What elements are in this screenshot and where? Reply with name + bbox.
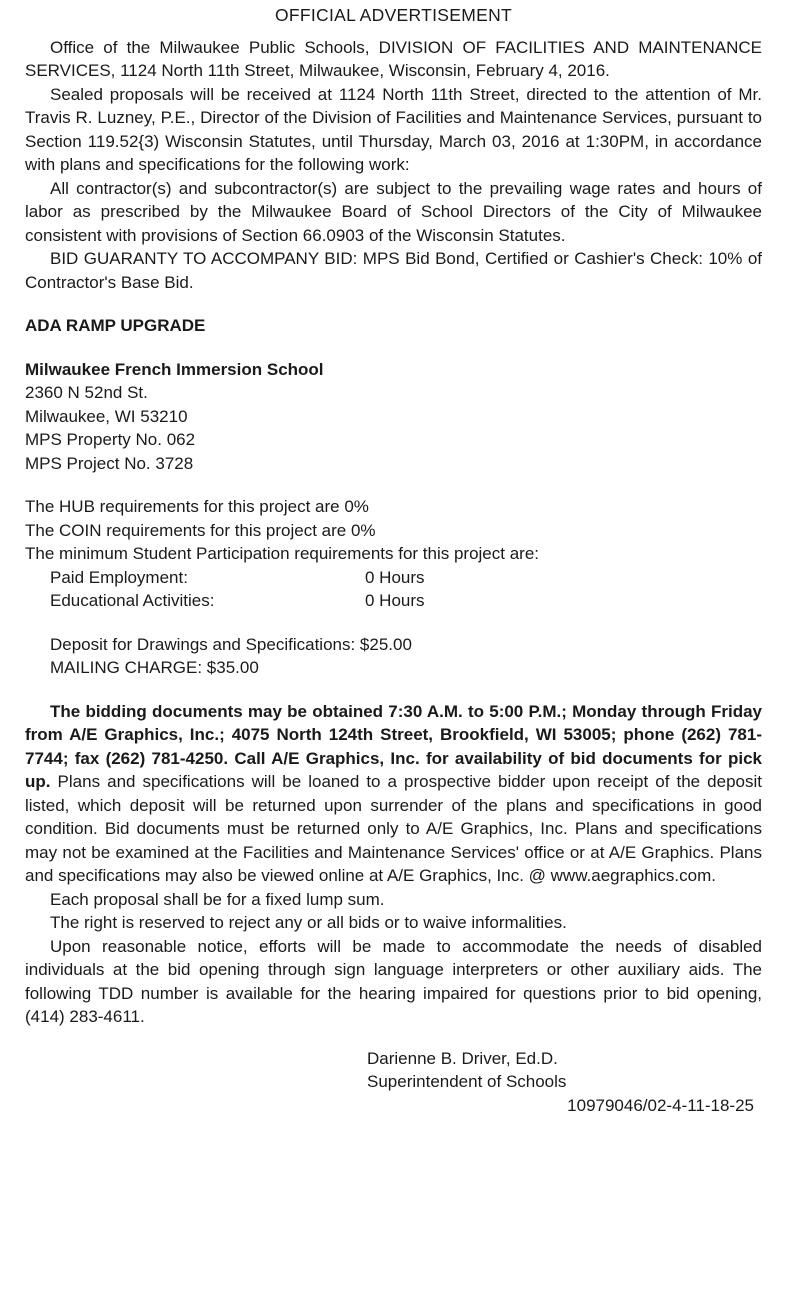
bidding-normal-text: Plans and specifications will be loaned to a prospective bidder upon receipt of the deposit listed, which deposit will be returned upon surrender of the plans and specifications in good condition. Bid documents must be returned only to A/E Graphics, Inc. Plans and specifications may not be examined at the Facilities and Maintenance Services' office or at A/E Graphics. Plans and specifications may also be viewed online at A/E Graphics, Inc. @ www.aegraphics.com. bbox=[25, 772, 762, 885]
spacer bbox=[25, 338, 762, 358]
signature-block bbox=[367, 1047, 762, 1094]
school-name: Milwaukee French Immersion School bbox=[25, 359, 324, 379]
spacer bbox=[25, 613, 762, 633]
requirement-label: Educational Activities: bbox=[50, 591, 215, 610]
intro-paragraph-proposals: Sealed proposals will be received at 1124 North 11th Street, directed to the attention of Mr. Travis R. Luzney, P.E., Director of the Division of Facilities and Maintenance Services, pursuant to Section 119.52{3) Wisconsin Statutes, until Thursday, March 03, 2016 at 1:30PM, in accordance with plans and specifications for the following work: bbox=[25, 84, 762, 174]
school-address-street: 2360 N 52nd St. bbox=[25, 383, 148, 402]
page-title: OFFICIAL ADVERTISEMENT bbox=[274, 5, 513, 25]
signature-name: Darienne B. Driver, Ed.D. bbox=[367, 1048, 558, 1068]
school-address-city: Milwaukee, WI 53210 bbox=[25, 406, 188, 426]
spacer bbox=[25, 475, 762, 495]
spacer bbox=[25, 294, 762, 314]
hub-requirement: The HUB requirements for this project are 0% bbox=[25, 497, 369, 516]
requirement-row-educational bbox=[25, 589, 762, 613]
closing-accommodation: Upon reasonable notice, efforts will be made to accommodate the needs of disabled individuals at the bid opening through sign language interpreters or other auxiliary aids. The following TDD number is available for the hearing impaired for questions prior to bid opening, (414) 283-4611. bbox=[25, 936, 762, 1026]
project-number: MPS Project No. 3728 bbox=[25, 453, 194, 473]
deposit-drawings: Deposit for Drawings and Specifications: $25.00 bbox=[50, 634, 412, 654]
requirement-row-paid bbox=[25, 566, 762, 590]
requirement-label: Paid Employment: bbox=[50, 567, 188, 587]
intro-paragraph-wages: All contractor(s) and subcontractor(s) are subject to the prevailing wage rates and hours of labor as prescribed by the Milwaukee Board of School Directors of the City of Milwaukee consistent with provisions of Section 66.0903 of the Wisconsin Statutes. bbox=[25, 178, 762, 245]
closing-reserved: The right is reserved to reject any or all bids or to waive informalities. bbox=[50, 913, 567, 932]
bidding-paragraph bbox=[25, 700, 762, 888]
coin-requirement: The COIN requirements for this project are 0% bbox=[25, 520, 376, 540]
property-number: MPS Property No. 062 bbox=[25, 430, 196, 449]
bidding-bold-text: The bidding documents may be obtained 7:30 A.M. to 5:00 P.M.; Monday through Friday from A/E Graphics, Inc.; 4075 North 124th Street, Brookfield, WI 53005; phone (262) 781-7744; fax (262) 781-4250. Call A/E Graphics, Inc. for availability of bid documents for pick up. bbox=[25, 701, 762, 791]
closing-lump-sum: Each proposal shall be for a fixed lump sum. bbox=[50, 889, 385, 909]
requirement-value: 0 Hours bbox=[365, 567, 425, 587]
signature-title: Superintendent of Schools bbox=[367, 1072, 567, 1091]
student-requirement: The minimum Student Participation requirements for this project are: bbox=[25, 544, 540, 563]
project-heading: ADA RAMP UPGRADE bbox=[25, 316, 206, 335]
requirement-value: 0 Hours bbox=[365, 591, 425, 610]
intro-paragraph-office: Office of the Milwaukee Public Schools, DIVISION OF FACILITIES AND MAINTENANCE SERVICES, 1124 North 11th Street, Milwaukee, Wisconsin, February 4, 2016. bbox=[25, 37, 762, 80]
spacer bbox=[25, 680, 762, 700]
mailing-charge: MAILING CHARGE: $35.00 bbox=[50, 658, 259, 677]
ad-code: 10979046/02-4-11-18-25 bbox=[567, 1095, 754, 1115]
intro-paragraph-bid-guaranty: BID GUARANTY TO ACCOMPANY BID: MPS Bid Bond, Certified or Cashier's Check: 10% of Contractor's Base Bid. bbox=[25, 249, 762, 292]
